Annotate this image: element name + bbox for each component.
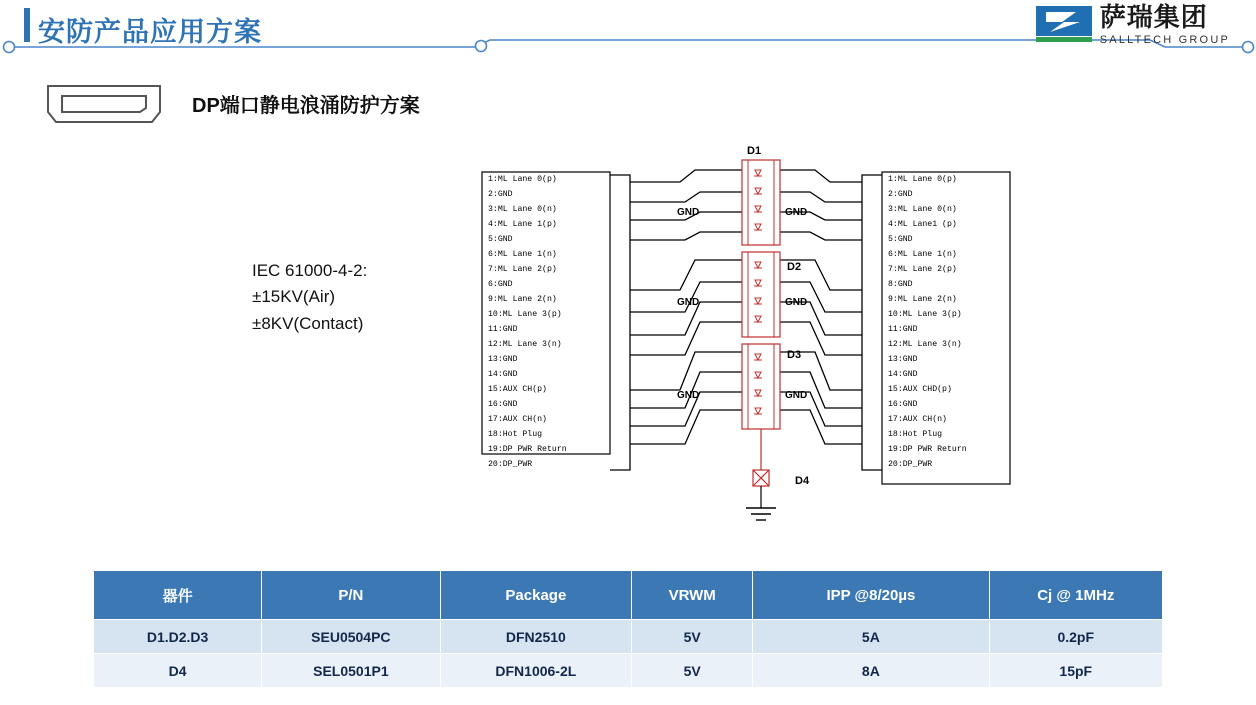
device-d3	[742, 344, 780, 429]
svg-text:2:GND: 2:GND	[488, 190, 513, 199]
device-d4	[753, 429, 769, 508]
table-cell: SEU0504PC	[262, 620, 440, 654]
svg-text:7:ML Lane 2(p): 7:ML Lane 2(p)	[888, 265, 957, 274]
table-header-cell: 器件	[94, 571, 262, 620]
dp-protection-schematic	[470, 140, 1050, 540]
table-cell: D1.D2.D3	[94, 620, 262, 654]
svg-text:GND: GND	[785, 390, 808, 401]
svg-text:3:ML Lane 0(n): 3:ML Lane 0(n)	[488, 205, 557, 214]
svg-text:GND: GND	[677, 297, 700, 308]
svg-text:9:ML Lane 2(n): 9:ML Lane 2(n)	[488, 295, 557, 304]
iec-standard-note	[252, 258, 367, 337]
spec-table	[93, 570, 1163, 688]
svg-text:6:ML Lane 1(n): 6:ML Lane 1(n)	[488, 250, 557, 259]
svg-text:11:GND: 11:GND	[888, 325, 918, 334]
svg-text:17:AUX CH(n): 17:AUX CH(n)	[488, 415, 547, 424]
table-cell: 5V	[632, 654, 753, 688]
svg-text:18:Hot Plug: 18:Hot Plug	[488, 430, 543, 439]
iec-note-line-3: ±8KV(Contact)	[252, 313, 364, 333]
table-cell: 5A	[753, 620, 989, 654]
table-cell: 0.2pF	[989, 620, 1162, 654]
svg-text:10:ML Lane 3(p): 10:ML Lane 3(p)	[488, 310, 562, 319]
svg-text:7:ML Lane 2(p): 7:ML Lane 2(p)	[488, 265, 557, 274]
table-row	[94, 620, 1163, 654]
table-cell: SEL0501P1	[262, 654, 440, 688]
svg-text:GND: GND	[677, 207, 700, 218]
table-cell: 8A	[753, 654, 989, 688]
svg-text:20:DP_PWR: 20:DP_PWR	[888, 460, 933, 469]
iec-note-line-1: IEC 61000-4-2:	[252, 261, 368, 280]
device-d2	[742, 252, 780, 337]
iec-note-line-2: ±15KV(Air)	[252, 287, 336, 307]
logo-text-en: SALLTECH GROUP	[1099, 34, 1230, 46]
table-header-cell: VRWM	[632, 571, 753, 620]
svg-text:GND: GND	[785, 297, 808, 308]
svg-text:6:GND: 6:GND	[488, 280, 513, 289]
table-cell: DFN1006-2L	[440, 654, 632, 688]
svg-text:15:AUX CHD(p): 15:AUX CHD(p)	[888, 385, 952, 394]
table-header-row	[94, 571, 1163, 620]
svg-text:13:GND: 13:GND	[488, 355, 518, 364]
svg-text:14:GND: 14:GND	[888, 370, 918, 379]
logo-text-cn: 萨瑞集团	[1099, 2, 1208, 32]
svg-text:12:ML Lane 3(n): 12:ML Lane 3(n)	[488, 340, 562, 349]
svg-text:4:ML Lane 1(p): 4:ML Lane 1(p)	[488, 220, 557, 229]
section-title: DP端口静电浪涌防护方案	[192, 95, 420, 117]
svg-text:15:AUX CH(p): 15:AUX CH(p)	[488, 385, 547, 394]
svg-text:5:GND: 5:GND	[888, 235, 913, 244]
svg-text:17:AUX CH(n): 17:AUX CH(n)	[888, 415, 947, 424]
device-d1	[742, 160, 780, 245]
salltech-logo-icon	[1036, 6, 1092, 44]
table-header-cell: Cj @ 1MHz	[989, 571, 1162, 620]
svg-text:3:ML Lane 0(n): 3:ML Lane 0(n)	[888, 205, 957, 214]
table-cell: 15pF	[989, 654, 1162, 688]
svg-text:19:DP PWR Return: 19:DP PWR Return	[488, 445, 567, 454]
svg-text:9:ML Lane 2(n): 9:ML Lane 2(n)	[888, 295, 957, 304]
table-cell: 5V	[632, 620, 753, 654]
svg-text:20:DP_PWR: 20:DP_PWR	[488, 460, 533, 469]
dp-port-icon	[44, 82, 164, 126]
table-header-cell: Package	[440, 571, 632, 620]
device-label-d3: D3	[787, 349, 802, 361]
svg-text:18:Hot Plug: 18:Hot Plug	[888, 430, 943, 439]
table-header-cell: IPP @8/20µs	[753, 571, 989, 620]
svg-text:2:GND: 2:GND	[888, 190, 913, 199]
device-label-d4: D4	[795, 475, 810, 487]
brand-logo	[1036, 4, 1230, 46]
device-label-d2: D2	[787, 261, 802, 273]
page-title: 安防产品应用方案	[38, 17, 262, 47]
svg-text:16:GND: 16:GND	[488, 400, 518, 409]
svg-text:GND: GND	[677, 390, 700, 401]
ground-symbol-icon	[746, 508, 776, 520]
svg-text:19:DP PWR Return: 19:DP PWR Return	[888, 445, 967, 454]
svg-text:10:ML Lane 3(p): 10:ML Lane 3(p)	[888, 310, 962, 319]
table-header-cell: P/N	[262, 571, 440, 620]
svg-text:13:GND: 13:GND	[888, 355, 918, 364]
svg-text:8:GND: 8:GND	[888, 280, 913, 289]
svg-text:GND: GND	[785, 207, 808, 218]
svg-text:4:ML Lane1 (p): 4:ML Lane1 (p)	[888, 220, 957, 229]
svg-text:5:GND: 5:GND	[488, 235, 513, 244]
svg-text:11:GND: 11:GND	[488, 325, 518, 334]
svg-text:16:GND: 16:GND	[888, 400, 918, 409]
svg-text:12:ML Lane 3(n): 12:ML Lane 3(n)	[888, 340, 962, 349]
table-cell: DFN2510	[440, 620, 632, 654]
device-label-d1: D1	[747, 145, 762, 157]
svg-text:1:ML Lane 0(p): 1:ML Lane 0(p)	[488, 175, 557, 184]
svg-text:6:ML Lane 1(n): 6:ML Lane 1(n)	[888, 250, 957, 259]
svg-text:14:GND: 14:GND	[488, 370, 518, 379]
table-cell: D4	[94, 654, 262, 688]
svg-text:1:ML Lane 0(p): 1:ML Lane 0(p)	[888, 175, 957, 184]
table-row	[94, 654, 1163, 688]
